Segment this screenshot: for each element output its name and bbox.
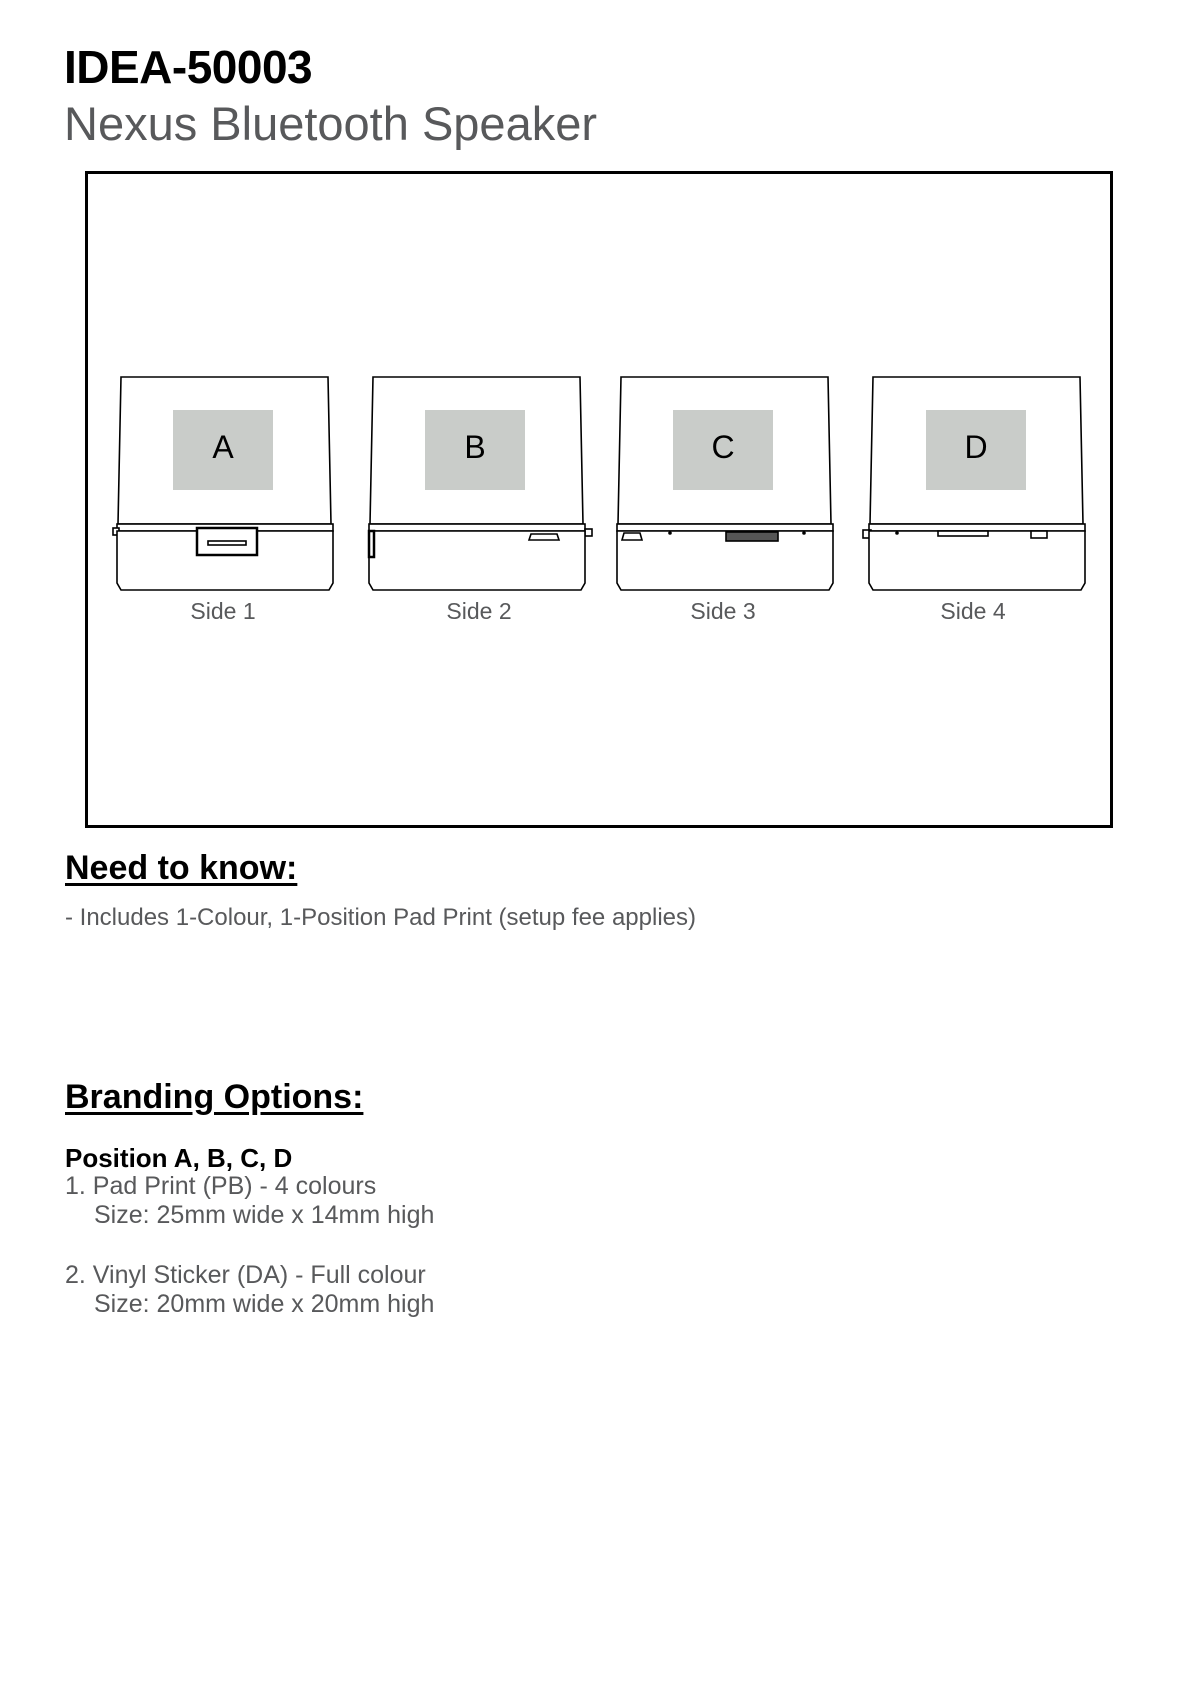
side-label-4: Side 4 (940, 598, 1006, 624)
branding-option-2-method: 2. Vinyl Sticker (DA) - Full colour (65, 1261, 426, 1289)
branding-option-2-size: Size: 20mm wide x 20mm high (94, 1290, 435, 1318)
product-code: IDEA-50003 (64, 41, 313, 93)
side-label-3: Side 3 (690, 598, 756, 624)
side-label-1: Side 1 (190, 598, 256, 624)
branding-option-1-size: Size: 25mm wide x 14mm high (94, 1201, 435, 1229)
branding-options-heading: Branding Options: (65, 1078, 364, 1116)
position-label-c: C (711, 429, 735, 465)
position-label-d: D (964, 429, 988, 465)
product-name: Nexus Bluetooth Speaker (64, 97, 597, 150)
branding-position-title: Position A, B, C, D (65, 1143, 293, 1173)
speaker-drawings (88, 174, 1110, 825)
position-label-a: A (212, 429, 234, 465)
branding-option-1-method: 1. Pad Print (PB) - 4 colours (65, 1172, 377, 1200)
side-label-2: Side 2 (446, 598, 512, 624)
need-to-know-heading: Need to know: (65, 849, 298, 887)
position-label-b: B (464, 429, 486, 465)
need-to-know-item: - Includes 1-Colour, 1-Position Pad Print (setup fee applies) (65, 904, 696, 931)
product-diagram (85, 171, 1113, 828)
